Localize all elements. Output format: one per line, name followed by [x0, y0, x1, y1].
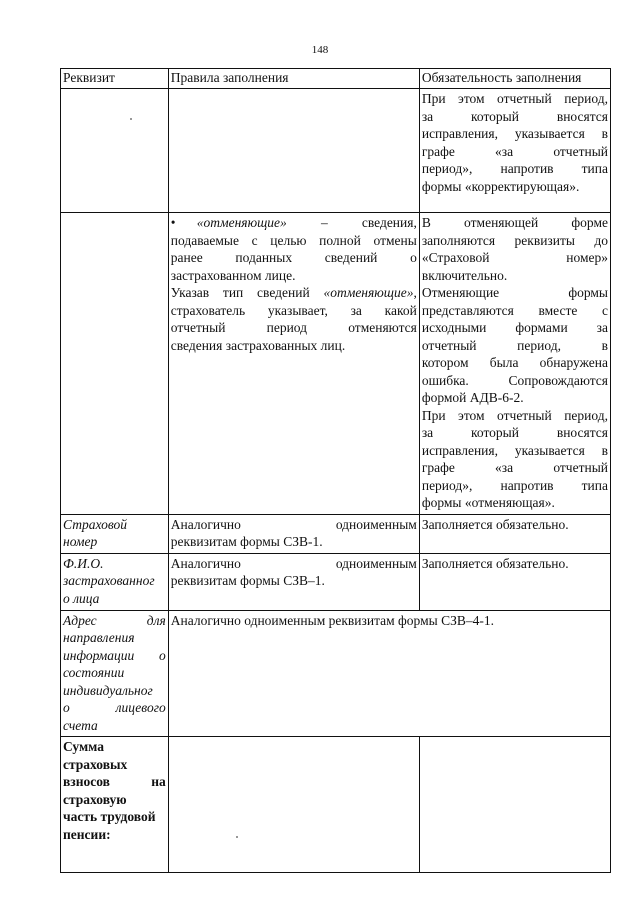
row3-requisite: [61, 514, 169, 553]
text-line: Адрес для: [63, 612, 166, 628]
table-row: [61, 213, 611, 515]
row4-requisite: [61, 553, 169, 610]
text-line: реквизитам формы СЗВ-1.: [170, 534, 323, 549]
table-row: [61, 514, 611, 553]
header-obligation: Обязательность заполнения: [419, 69, 610, 89]
text-line: ошибка. Сопровождаются: [421, 372, 608, 388]
header-requisite: Реквизит: [61, 69, 169, 89]
row4-rules: [168, 553, 419, 610]
row1-requisite: [61, 89, 169, 213]
row1-obligation: [419, 89, 610, 213]
text-fragment: ,: [413, 285, 417, 300]
bullet-icon: •: [170, 215, 176, 230]
text-line: страховую: [63, 791, 127, 807]
text-line: сведения застрахованных лиц.: [170, 337, 346, 353]
text-line: застрахованном лице.: [170, 267, 296, 283]
text-line: котором была обнаружена: [421, 355, 608, 370]
text-line: При этом отчетный период,: [421, 407, 608, 423]
text-line: за который вносятся: [421, 425, 608, 440]
text-line: за который вносятся: [421, 108, 608, 124]
text-line: Сумма: [63, 739, 105, 754]
text-line: [171, 284, 417, 302]
text-line: Страховой: [63, 516, 128, 532]
text-line: номер: [63, 534, 98, 549]
requisites-table: [60, 68, 611, 873]
row4-obligation: Заполняется обязательно.: [419, 553, 610, 610]
text-line: направления: [63, 630, 135, 645]
text-line: формы «отменяющая».: [421, 495, 555, 510]
row2-requisite: [61, 213, 169, 515]
text-line: отчетный период, в: [421, 337, 608, 353]
text-line: период», напротив типа: [421, 161, 608, 176]
text-line: графе «за отчетный: [421, 460, 608, 475]
row3-obligation: Заполняется обязательно.: [419, 514, 610, 553]
text-fragment: Указав тип сведений: [170, 285, 310, 300]
text-line: Аналогично одноименным: [170, 516, 417, 532]
text-line: счета: [63, 717, 98, 733]
text-line: В отменяющей форме: [421, 215, 608, 230]
text-line: графе «за отчетный: [421, 143, 608, 159]
row6-requisite: [61, 737, 169, 873]
text-line: часть трудовой: [63, 809, 156, 824]
row5-rules: Аналогично одноименным реквизитам формы СЗВ–4-1.: [168, 610, 610, 737]
row6-rules: [168, 737, 419, 873]
row6-obligation: [419, 737, 610, 873]
text-fragment: – сведения,: [320, 215, 417, 230]
row2-obligation: [419, 213, 610, 515]
text-line: заполняются реквизиты до: [421, 232, 608, 248]
text-line: представляются вместе с: [421, 302, 608, 318]
text-line: страхователь указывает, за какой: [170, 302, 417, 318]
table-row: [61, 553, 611, 610]
bullet-item: [171, 214, 417, 232]
text-line: отчетный период отменяются: [170, 320, 417, 335]
text-line: период», напротив типа: [421, 477, 608, 493]
scan-speck: [236, 836, 238, 838]
text-line: о лицевого: [63, 700, 166, 715]
table-header-row: [61, 69, 611, 89]
text-line: включительно.: [421, 267, 508, 283]
table-row: [61, 610, 611, 737]
scan-speck: [130, 118, 132, 120]
row2-rules: [168, 213, 419, 515]
text-line: Ф.И.О.: [63, 555, 104, 571]
text-line: «Страховой номер»: [421, 250, 608, 265]
text-line: формой АДВ-6-2.: [421, 390, 524, 405]
text-line: подаваемые с целью полной отмены: [170, 232, 417, 248]
text-line: взносов на: [63, 774, 166, 789]
row3-rules: [168, 514, 419, 553]
row5-requisite: [61, 610, 169, 737]
text-line: ранее поданных сведений о: [170, 250, 417, 265]
text-line: страховых: [63, 756, 128, 772]
header-filling-rules: Правила заполнения: [168, 69, 419, 89]
text-line: состоянии: [63, 665, 125, 680]
text-line: индивидуальног: [63, 682, 153, 698]
text-line: пенсии:: [63, 826, 111, 842]
text-line: исправления, указывается в: [421, 442, 608, 458]
page-number: 148: [311, 44, 329, 56]
text-line: застрахованног: [63, 573, 155, 588]
text-line: При этом отчетный период,: [421, 91, 608, 106]
term-cancelling: «отменяющие»: [196, 215, 287, 230]
text-line: реквизитам формы СЗВ–1.: [170, 573, 325, 588]
text-line: Аналогично одноименным: [170, 555, 417, 571]
text-line: исправления, указывается в: [421, 126, 608, 141]
text-line: информации о: [63, 647, 166, 663]
table-row: [61, 89, 611, 213]
text-line: о лица: [63, 590, 100, 606]
row1-rules: [168, 89, 419, 213]
text-line: Отменяющие формы: [421, 285, 608, 300]
table-row: [61, 737, 611, 873]
text-line: формы «корректирующая».: [421, 178, 580, 194]
text-line: исходными формами за: [421, 320, 608, 335]
term-cancelling: «отменяющие»: [323, 285, 414, 300]
